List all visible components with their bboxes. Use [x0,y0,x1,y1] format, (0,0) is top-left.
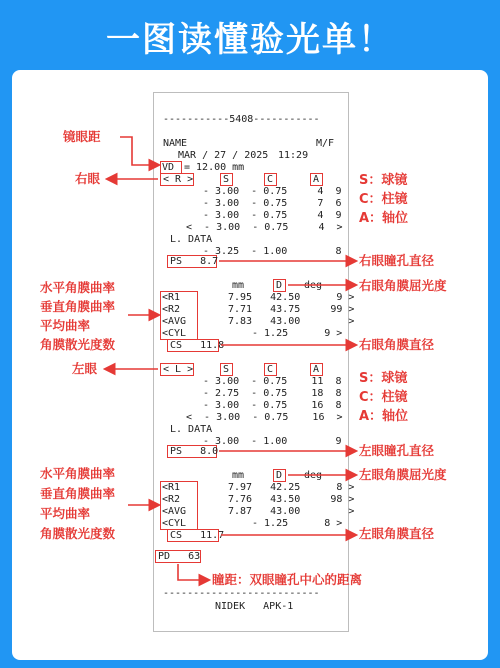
left-kr-r1: 7.97 42.25 8 > [228,482,355,493]
annot-right-eye: 右眼 [75,171,101,186]
left-row-2: - 2.75 - 0.75 18 8 [203,388,342,399]
s-label-right: S [223,174,230,185]
right-kr-avg-label: <AVG [162,316,187,327]
left-kr-mm: mm [232,470,245,481]
annot-k-v-2: 垂直角膜曲率 [40,486,116,501]
right-ps: PS 8.7 [170,256,219,267]
annot-left-refr: 左眼角膜屈光度 [359,467,447,482]
left-eye-tag: < L > [163,364,194,375]
left-cs: CS 11.7 [170,530,225,541]
right-kr-d: D [276,280,283,291]
annot-k-avg-2: 平均曲率 [40,506,91,521]
receipt-footer: NIDEK APK-1 [215,601,294,612]
right-kr-r2: 7.71 43.75 99 > [228,304,355,315]
left-ldata-label: L. DATA [170,424,213,435]
annot-k-h-1: 水平角膜曲率 [40,280,116,295]
receipt-dashes-bottom: -------------------------- [163,588,320,599]
right-kr-avg: 7.83 43.00 > [228,316,355,327]
annot-left-cs: 左眼角膜直径 [359,526,435,541]
page-title: 一图读懂验光单！ [106,20,394,60]
annot-s-2: S：球镜 [359,371,408,386]
annot-a-2: A：轴位 [359,409,409,424]
a-label-right: A [313,174,320,185]
right-kr-mm: mm [232,280,245,291]
receipt-date: MAR / 27 / 2025 [178,150,269,161]
left-ldata-row: - 3.00 - 1.00 9 [203,436,342,447]
annot-k-cyl-1: 角膜散光度数 [40,337,116,352]
vd-label: VD [162,162,175,173]
annot-pd: 瞳距：双眼瞳孔中心的距离 [212,572,363,587]
right-row-3: - 3.00 - 0.75 4 9 [203,210,342,221]
c-label-right: C [267,174,274,185]
receipt-time: 11:29 [278,150,309,161]
mf-label: M/F [316,138,335,149]
left-kr-d: D [276,470,283,481]
annot-a-1: A：轴位 [359,211,409,226]
left-kr-r2: 7.76 43.50 98 > [228,494,355,505]
right-eye-tag: < R > [163,174,194,185]
annot-c-1: C：柱镜 [359,192,408,207]
left-kr-avg: 7.87 43.00 > [228,506,355,517]
annot-k-avg-1: 平均曲率 [40,318,91,333]
left-row-1: - 3.00 - 0.75 11 8 [203,376,342,387]
right-ldata-row: - 3.25 - 1.00 8 [203,246,342,257]
left-kr-r1-label: <R1 [162,482,181,493]
a-label-left: A [313,364,320,375]
right-kr-r1-label: <R1 [162,292,181,303]
annot-vd: 镜眼距 [63,129,101,144]
receipt-dashes-top: -----------5408----------- [163,114,320,125]
right-kr-deg: deg [304,280,323,291]
left-row-3: - 3.00 - 0.75 16 8 [203,400,342,411]
right-kr-r1: 7.95 42.50 9 > [228,292,355,303]
vd-value: = 12.00 mm [184,162,245,173]
right-kr-cyl-label: <CYL [162,328,187,339]
annot-left-eye: 左眼 [72,361,98,376]
annot-right-pupil: 右眼瞳孔直径 [359,253,435,268]
annot-s-1: S：球镜 [359,173,408,188]
name-label: NAME [163,138,188,149]
right-ldata-label: L. DATA [170,234,213,245]
left-ps: PS 8.0 [170,446,219,457]
annot-k-cyl-2: 角膜散光度数 [40,526,116,541]
left-kr-r2-label: <R2 [162,494,181,505]
right-kr-r2-label: <R2 [162,304,181,315]
pd-value: PD 63 [158,551,201,562]
left-kr-avg-label: <AVG [162,506,187,517]
left-kr-deg: deg [304,470,323,481]
right-row-1: - 3.00 - 0.75 4 9 [203,186,342,197]
annot-k-v-1: 垂直角膜曲率 [40,299,116,314]
left-kr-cyl: - 1.25 8 > [252,518,343,529]
right-kr-cyl: - 1.25 9 > [252,328,343,339]
right-row-avg: < - 3.00 - 0.75 4 > [186,222,343,233]
annot-k-h-2: 水平角膜曲率 [40,466,116,481]
annot-right-refr: 右眼角膜屈光度 [359,278,447,293]
right-cs: CS 11.8 [170,340,225,351]
c-label-left: C [267,364,274,375]
s-label-left: S [223,364,230,375]
left-row-avg: < - 3.00 - 0.75 16 > [186,412,343,423]
annot-left-pupil: 左眼瞳孔直径 [359,443,435,458]
right-row-2: - 3.00 - 0.75 7 6 [203,198,342,209]
annot-c-2: C：柱镜 [359,390,408,405]
left-kr-cyl-label: <CYL [162,518,187,529]
annot-right-cs: 右眼角膜直径 [359,337,435,352]
